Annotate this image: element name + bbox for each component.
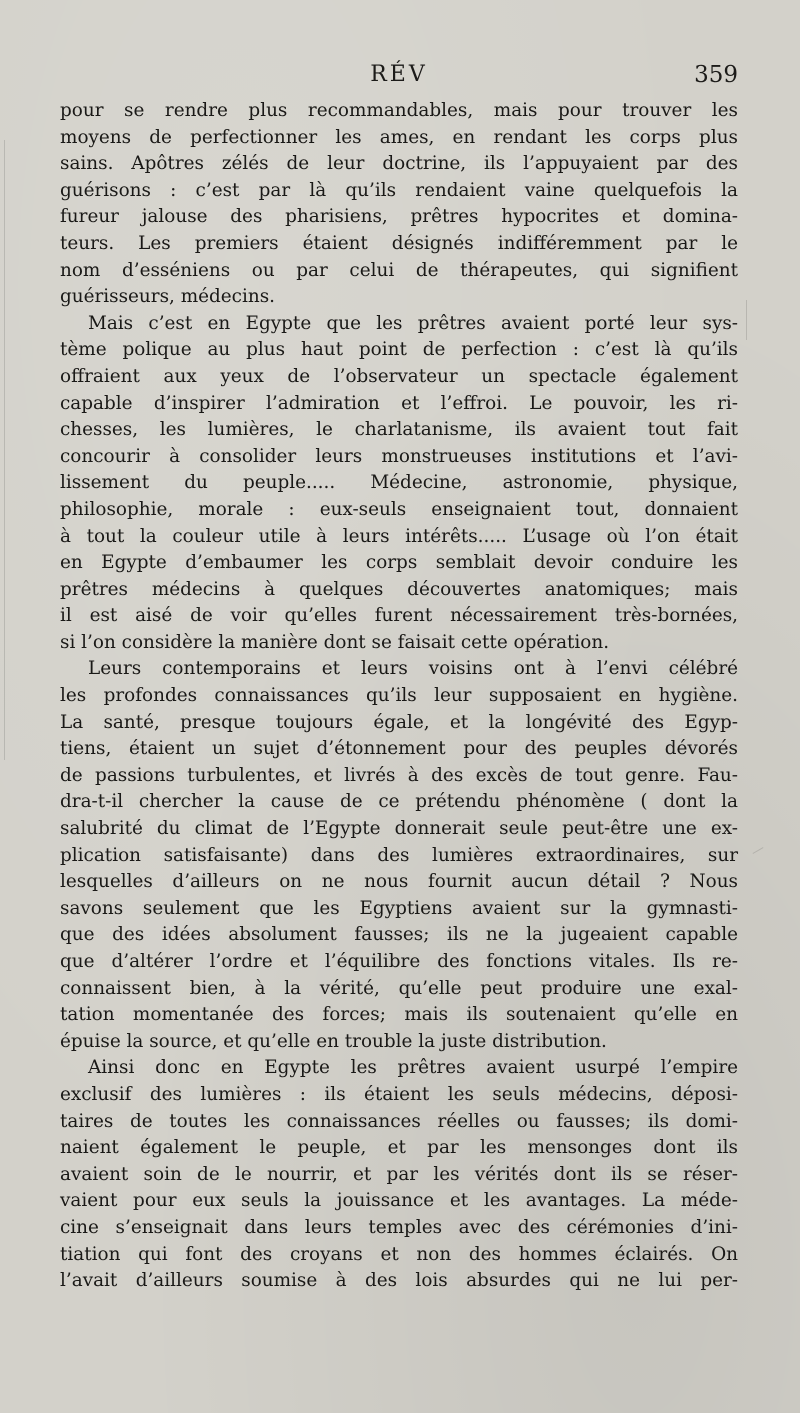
text-line: nom d’esséniens ou par celui de thérapeutes, qui signifient	[60, 259, 738, 281]
text-line: lissement du peuple..... Médecine, astronomie, physique,	[60, 472, 738, 494]
text-line: moyens de perfectionner les ames, en rendant les corps plus	[60, 126, 738, 148]
text-line: savons seulement que les Egyptiens avaient sur la gymnasti-	[60, 897, 738, 919]
text-line: si l’on considère la manière dont se faisait cette opération.	[60, 631, 610, 653]
text-line: que des idées absolument fausses; ils ne la jugeaient capable	[60, 924, 738, 946]
text-line: Mais c’est en Egypte que les prêtres avaient porté leur sys-	[88, 312, 738, 334]
text-line: les profondes connaissances qu’ils leur supposaient en hygiène.	[60, 685, 738, 707]
text-line: lesquelles d’ailleurs on ne nous fournit aucun détail ? Nous	[60, 871, 738, 893]
text-line: philosophie, morale : eux-seuls enseignaient tout, donnaient	[60, 498, 738, 520]
page-number: 359	[694, 62, 738, 88]
text-line: teurs. Les premiers étaient désignés indifféremment par le	[60, 232, 738, 254]
text-line: concourir à consolider leurs monstrueuses institutions et l’avi-	[60, 445, 738, 467]
text-line: que d’altérer l’ordre et l’équilibre des fonctions vitales. Ils re-	[60, 951, 738, 972]
text-line: guérisseurs, médecins.	[60, 286, 275, 308]
text-line: chesses, les lumières, le charlatanisme, ils avaient tout fait	[60, 419, 738, 441]
text-line: fureur jalouse des pharisiens, prêtres hypocrites et domina-	[60, 206, 738, 228]
text-line: tiens, étaient un sujet d’étonnement pour des peuples dévorés	[60, 738, 738, 760]
text-line: en Egypte d’embaumer les corps semblait devoir conduire les	[60, 552, 738, 574]
text-line: sains. Apôtres zélés de leur doctrine, ils l’appuyaient par des	[60, 153, 738, 175]
text-line: La santé, presque toujours égale, et la longévité des Egyp-	[60, 711, 738, 733]
text-line: Ainsi donc en Egypte les prêtres avaient usurpé l’empire	[88, 1057, 738, 1079]
paper-scratch	[4, 140, 5, 760]
text-line: guérisons : c’est par là qu’ils rendaient vaine quelquefois la	[60, 179, 738, 201]
text-line: naient également le peuple, et par les mensonges dont ils	[60, 1137, 738, 1159]
text-line: Leurs contemporains et leurs voisins ont à l’envi célébré	[88, 658, 738, 680]
text-line: connaissent bien, à la vérité, qu’elle peut produire une exal-	[60, 977, 738, 999]
running-title: RÉV	[370, 62, 428, 87]
running-head	[60, 62, 738, 94]
text-line: dra-t-il chercher la cause de ce prétendu phénomène ( dont la	[60, 791, 738, 813]
text-line: tème polique au plus haut point de perfection : c’est là qu’ils	[60, 339, 738, 361]
text-line: vaient pour eux seuls la jouissance et les avantages. La méde-	[60, 1190, 738, 1212]
text-line: salubrité du climat de l’Egypte donnerait seule peut-être une ex-	[60, 818, 738, 840]
text-line: exclusif des lumières : ils étaient les seuls médecins, déposi-	[60, 1083, 738, 1105]
text-line: il est aisé de voir qu’elles furent nécessairement très-bornées,	[60, 605, 738, 627]
text-line: pour se rendre plus recommandables, mais pour trouver les	[60, 100, 738, 121]
text-line: taires de toutes les connaissances réelles ou fausses; ils domi-	[60, 1110, 738, 1132]
body-text	[60, 98, 738, 1295]
text-line: de passions turbulentes, et livrés à des excès de tout genre. Fau-	[60, 764, 738, 786]
text-line: avaient soin de le nourrir, et par les vérités dont ils se réser-	[60, 1163, 738, 1185]
paper-scratch	[753, 847, 764, 854]
text-line: à tout la couleur utile à leurs intérêts..... L’usage où l’on était	[60, 525, 738, 547]
paper-scratch	[746, 300, 747, 340]
text-line: tation momentanée des forces; mais ils soutenaient qu’elle en	[60, 1004, 738, 1026]
text-line: cine s’enseignait dans leurs temples avec des cérémonies d’ini-	[60, 1216, 738, 1238]
text-line: capable d’inspirer l’admiration et l’effroi. Le pouvoir, les ri-	[60, 392, 738, 414]
text-line: plication satisfaisante) dans des lumières extraordinaires, sur	[60, 844, 738, 866]
text-line: prêtres médecins à quelques découvertes anatomiques; mais	[60, 578, 738, 600]
text-line: l’avait d’ailleurs soumise à des lois absurdes qui ne lui per-	[60, 1270, 738, 1292]
text-line: offraient aux yeux de l’observateur un spectacle également	[60, 365, 738, 387]
text-line: épuise la source, et qu’elle en trouble la juste distribution.	[60, 1030, 607, 1052]
text-line: tiation qui font des croyans et non des hommes éclairés. On	[60, 1243, 738, 1265]
